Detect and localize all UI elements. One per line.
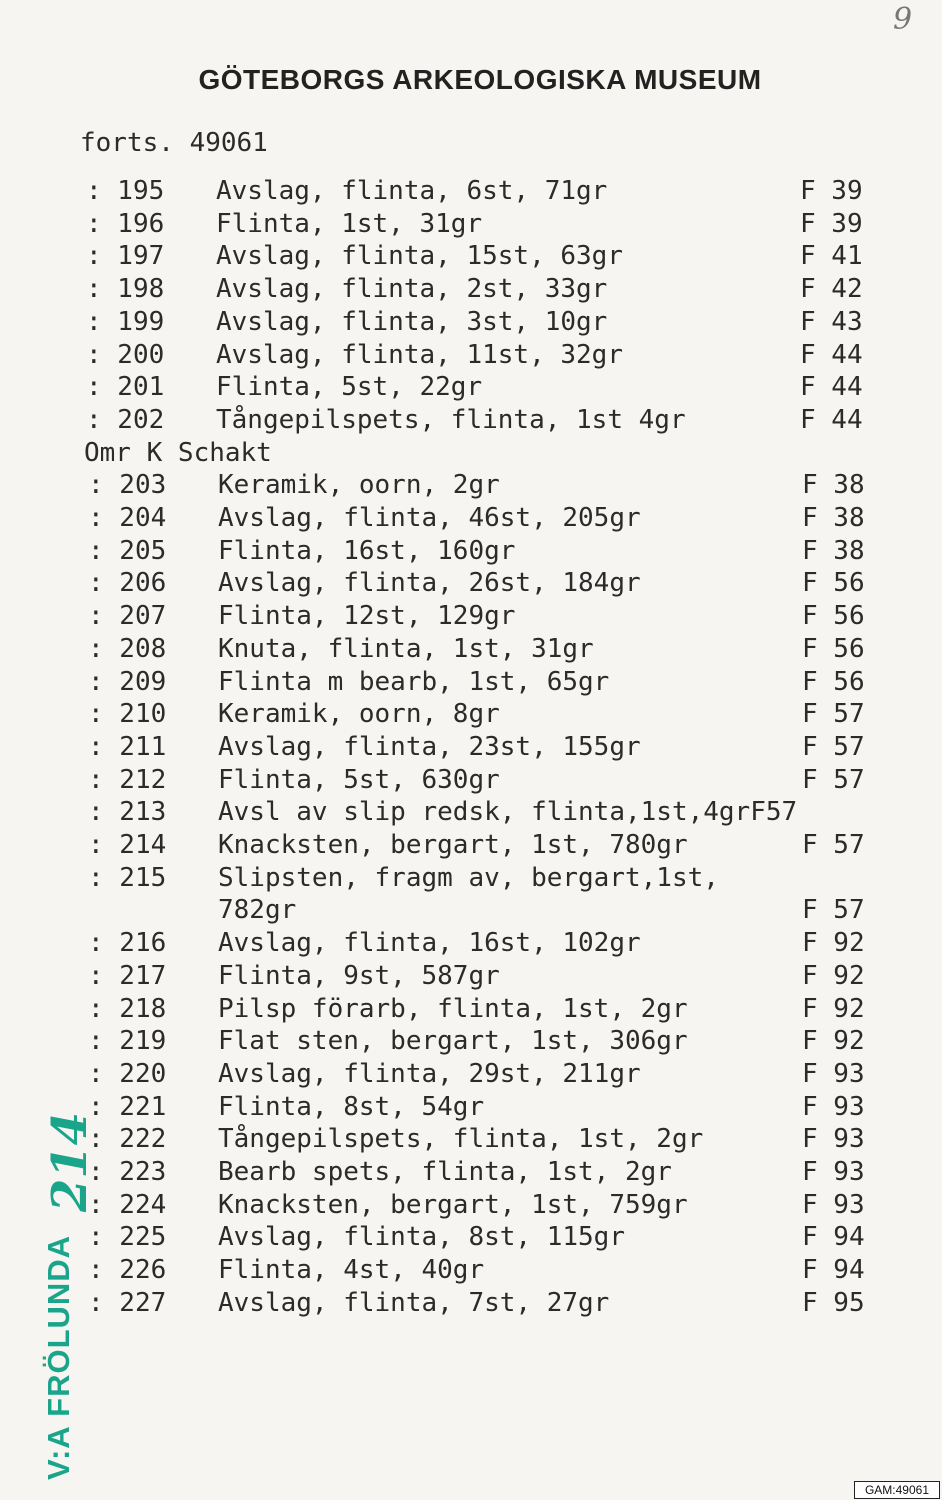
entry-find-code: F 92 xyxy=(802,1026,865,1057)
entry-find-code: F 43 xyxy=(800,306,863,337)
entry-description: Avslag, flinta, 3st, 10gr xyxy=(216,306,608,337)
entry-find-code: F 39 xyxy=(800,176,863,206)
entry-number: : 225 xyxy=(88,1222,167,1253)
entry-description: Keramik, oorn, 8gr xyxy=(218,699,500,730)
entry-number: : 207 xyxy=(88,601,167,632)
entry-description: Flinta, 8st, 54gr xyxy=(218,1091,485,1122)
continuation-label: forts. 49061 xyxy=(80,128,268,158)
entry-description: Avslag, flinta, 46st, 205gr xyxy=(218,503,641,533)
museum-title: GÖTEBORGS ARKEOLOGISKA MUSEUM xyxy=(198,64,762,95)
entry-number: : 210 xyxy=(88,699,167,730)
entry-number: : 206 xyxy=(88,568,167,599)
entry-number: : 222 xyxy=(88,1124,167,1155)
entry-find-code: F 56 xyxy=(802,568,865,599)
entry-number: : 198 xyxy=(86,274,165,305)
side-handwritten-number: 214 xyxy=(42,1111,98,1212)
entry-description: Avslag, flinta, 8st, 115gr xyxy=(218,1222,625,1253)
entry-number: : 215 xyxy=(88,862,167,893)
entry-find-code: F 56 xyxy=(802,633,865,664)
entry-find-code: F 38 xyxy=(802,503,865,533)
entry-description: Bearb spets, flinta, 1st, 2gr xyxy=(218,1157,672,1187)
entry-number: : 226 xyxy=(88,1255,167,1286)
entry-number: : 212 xyxy=(88,764,167,795)
entry-number: : 202 xyxy=(86,404,165,435)
entry-description: 782gr xyxy=(218,895,297,926)
entry-description: Avslag, flinta, 23st, 155gr xyxy=(218,731,641,762)
entry-description: Knuta, flinta, 1st, 31gr xyxy=(218,633,594,664)
entry-number: : 200 xyxy=(86,339,165,370)
entry-number: : 223 xyxy=(88,1157,167,1187)
entry-number: : 201 xyxy=(86,372,165,403)
entry-number: : 208 xyxy=(88,633,167,664)
section-label: Omr K Schakt xyxy=(84,437,272,468)
entry-find-code: F 92 xyxy=(802,993,865,1024)
entry-description: Avslag, flinta, 15st, 63gr xyxy=(216,241,623,272)
entry-description: Knacksten, bergart, 1st, 759gr xyxy=(218,1189,688,1220)
entry-find-code: F 44 xyxy=(800,404,863,435)
entry-find-code: F 93 xyxy=(802,1058,865,1089)
entry-number: : 196 xyxy=(86,208,165,239)
entry-description: Avslag, flinta, 2st, 33gr xyxy=(216,274,608,305)
entry-find-code: F 57 xyxy=(802,895,865,926)
entry-find-code: F 38 xyxy=(802,535,865,566)
entry-description: Avslag, flinta, 26st, 184gr xyxy=(218,568,641,599)
entry-number: : 219 xyxy=(88,1026,167,1057)
entry-number: : 213 xyxy=(88,797,167,828)
entry-find-code: F 57 xyxy=(802,764,865,795)
entry-find-code: F 39 xyxy=(800,208,863,239)
entry-description: Tångepilspets, flinta, 1st, 2gr xyxy=(218,1124,704,1155)
entry-description: Flinta, 5st, 22gr xyxy=(216,372,483,403)
entry-find-code: F 42 xyxy=(800,274,863,305)
entry-description: Slipsten, fragm av, bergart,1st, xyxy=(218,862,719,893)
entry-find-code: F 56 xyxy=(802,601,865,632)
entry-number: : 216 xyxy=(88,928,167,959)
entry-find-code: F 44 xyxy=(800,339,863,370)
entry-description: Avslag, flinta, 6st, 71gr xyxy=(216,176,608,206)
entry-find-code: F 93 xyxy=(802,1189,865,1220)
entry-description: Flinta m bearb, 1st, 65gr xyxy=(218,666,610,697)
entry-description: Avslag, flinta, 7st, 27gr xyxy=(218,1287,610,1318)
entry-number: : 211 xyxy=(88,731,167,762)
entry-number: : 195 xyxy=(86,176,165,206)
entry-description: Flinta, 5st, 630gr xyxy=(218,764,500,795)
entry-description: Avslag, flinta, 11st, 32gr xyxy=(216,339,623,370)
entry-number: : 204 xyxy=(88,503,167,533)
entry-number: : 214 xyxy=(88,830,167,860)
entry-find-code: F 41 xyxy=(800,241,863,272)
entry-number: : 218 xyxy=(88,993,167,1024)
entry-number: : 221 xyxy=(88,1091,167,1122)
entry-description: Keramik, oorn, 2gr xyxy=(218,470,500,501)
entry-find-code: F 95 xyxy=(802,1287,865,1318)
entry-find-code: F 44 xyxy=(800,372,863,403)
entry-number: : 217 xyxy=(88,960,167,991)
entry-find-code: F 56 xyxy=(802,666,865,697)
corner-mark: 9 xyxy=(893,2,913,37)
entry-description: Flinta, 1st, 31gr xyxy=(216,208,483,239)
entry-description: Flinta, 4st, 40gr xyxy=(218,1255,485,1286)
entry-find-code: F 92 xyxy=(802,928,865,959)
side-stamp: V:A FRÖLUNDA xyxy=(41,1234,76,1480)
entry-number: : 199 xyxy=(86,306,165,337)
entry-number: : 209 xyxy=(88,666,167,697)
entry-find-code: F 94 xyxy=(802,1255,865,1286)
entry-description: Tångepilspets, flinta, 1st 4gr xyxy=(216,404,686,435)
entry-find-code: F 93 xyxy=(802,1157,865,1187)
entry-description: Flinta, 9st, 587gr xyxy=(218,960,500,991)
entry-find-code: F 57 xyxy=(802,731,865,762)
entry-find-code: F 57 xyxy=(802,699,865,730)
entry-find-code: F 57 xyxy=(802,830,865,860)
catalog-id-label: GAM:49061 xyxy=(854,1481,940,1499)
entry-number: : 220 xyxy=(88,1058,167,1089)
entry-number: : 205 xyxy=(88,535,167,566)
entry-find-code: F 92 xyxy=(802,960,865,991)
entry-find-code: F 93 xyxy=(802,1091,865,1122)
entry-description: Avsl av slip redsk, flinta,1st,4grF57 xyxy=(218,797,798,828)
entry-number: : 227 xyxy=(88,1287,167,1318)
entry-description: Pilsp förarb, flinta, 1st, 2gr xyxy=(218,993,688,1024)
entry-description: Flinta, 12st, 129gr xyxy=(218,601,516,632)
entry-description: Flat sten, bergart, 1st, 306gr xyxy=(218,1026,688,1057)
entry-description: Avslag, flinta, 29st, 211gr xyxy=(218,1058,641,1089)
entry-description: Flinta, 16st, 160gr xyxy=(218,535,516,566)
entry-find-code: F 94 xyxy=(802,1222,865,1253)
entry-number: : 203 xyxy=(88,470,167,501)
entry-number: : 224 xyxy=(88,1189,167,1220)
entry-description: Avslag, flinta, 16st, 102gr xyxy=(218,928,641,959)
entry-description: Knacksten, bergart, 1st, 780gr xyxy=(218,830,688,860)
entry-find-code: F 38 xyxy=(802,470,865,501)
entry-number: : 197 xyxy=(86,241,165,272)
entry-find-code: F 93 xyxy=(802,1124,865,1155)
